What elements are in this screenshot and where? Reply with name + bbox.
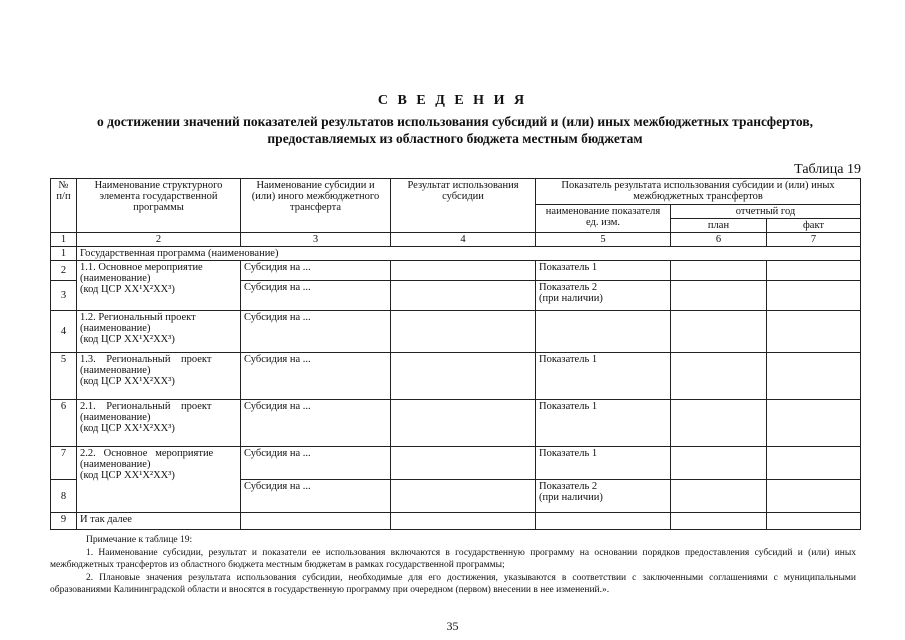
column-number: 3 — [241, 233, 391, 247]
subsidy-cell — [241, 513, 391, 530]
indicator-name: Показатель 2 — [539, 282, 598, 293]
fact-cell — [767, 311, 861, 353]
header-result: Результат использования субсидии — [391, 179, 536, 233]
document-title: С В Е Д Е Н И Я — [377, 93, 528, 108]
column-numbers-row — [51, 233, 861, 247]
result-cell — [391, 281, 536, 311]
row-number: 6 — [51, 400, 77, 447]
header-indicator-name: наименование показателя ед. изм. — [536, 205, 671, 233]
row-number: 1 — [51, 247, 77, 261]
document-subtitle — [40, 113, 870, 147]
element-title: 1.3. Региональный проект — [80, 354, 212, 365]
row-number: 8 — [51, 480, 77, 513]
plan-cell — [671, 480, 767, 513]
element-title: 2.1. Региональный проект — [80, 401, 212, 412]
notes-heading: Примечание к таблице 19: — [86, 535, 193, 545]
indicator-cell — [536, 513, 671, 530]
header-element: Наименование структурного элемента государственной программы — [77, 179, 241, 233]
element-code: (код ЦСР ХХ¹Х²ХХ³) — [80, 470, 175, 481]
plan-cell — [671, 281, 767, 311]
header-row — [51, 179, 861, 205]
row-number: 7 — [51, 447, 77, 480]
indicator-note: (при наличии) — [539, 492, 603, 503]
subsidy-cell: Субсидия на ... — [241, 281, 391, 311]
fact-cell — [767, 400, 861, 447]
plan-cell — [671, 400, 767, 447]
structural-element: И так далее — [77, 513, 241, 530]
element-code: (код ЦСР ХХ¹Х²ХХ³) — [80, 376, 175, 387]
element-name: (наименование) — [80, 323, 151, 334]
indicators-table — [50, 178, 861, 530]
plan-cell — [671, 261, 767, 281]
structural-element — [77, 400, 241, 447]
fact-cell — [767, 513, 861, 530]
result-cell — [391, 480, 536, 513]
structural-element — [77, 261, 241, 311]
row-number: 3 — [51, 281, 77, 311]
result-cell — [391, 513, 536, 530]
structural-element — [77, 353, 241, 400]
header-reporting-year: отчетный год — [671, 205, 861, 219]
fact-cell — [767, 281, 861, 311]
column-number: 2 — [77, 233, 241, 247]
header-plan: план — [671, 219, 767, 233]
table-row — [51, 353, 861, 400]
indicator-cell: Показатель 1 — [536, 447, 671, 480]
header-indicator-group: Показатель результата использования субсидии и (или) иных межбюджетных трансфертов — [536, 179, 861, 205]
note-2: 2. Плановые значения результата использования субсидии, необходимые для его достижения, указываются в соответствии с заключенными соглашениями с муниципальными образованиями Калининградской области и вносятся в государственную программу при очередном (первом) внесении в нее изменений.». — [50, 572, 856, 595]
element-code: (код ЦСР ХХ¹Х²ХХ³) — [80, 423, 175, 434]
column-number: 5 — [536, 233, 671, 247]
element-code: (код ЦСР ХХ¹Х²ХХ³) — [80, 284, 175, 295]
element-title: 1.1. Основное мероприятие — [80, 262, 203, 273]
element-name: (наименование) — [80, 412, 151, 423]
element-name: (наименование) — [80, 459, 151, 470]
fact-cell — [767, 261, 861, 281]
indicator-cell — [536, 480, 671, 513]
element-code: (код ЦСР ХХ¹Х²ХХ³) — [80, 334, 175, 345]
indicator-cell: Показатель 1 — [536, 353, 671, 400]
row-number: 2 — [51, 261, 77, 281]
column-number: 6 — [671, 233, 767, 247]
subsidy-cell: Субсидия на ... — [241, 400, 391, 447]
table-row — [51, 400, 861, 447]
table-row — [51, 261, 861, 281]
indicator-name: Показатель 2 — [539, 481, 598, 492]
indicator-note: (при наличии) — [539, 293, 603, 304]
fact-cell — [767, 353, 861, 400]
row-number: 9 — [51, 513, 77, 530]
table-row — [51, 513, 861, 530]
element-title: 1.2. Региональный проект — [80, 312, 196, 323]
header-fact: факт — [767, 219, 861, 233]
table-label: Таблица 19 — [794, 162, 861, 177]
header-num: № п/п — [51, 179, 77, 233]
result-cell — [391, 400, 536, 447]
element-title: 2.2. Основное мероприятие — [80, 448, 214, 459]
row-number: 5 — [51, 353, 77, 400]
column-number: 7 — [767, 233, 861, 247]
result-cell — [391, 261, 536, 281]
structural-element — [77, 311, 241, 353]
table-notes — [50, 534, 856, 597]
indicator-cell — [536, 281, 671, 311]
result-cell — [391, 447, 536, 480]
row-number: 4 — [51, 311, 77, 353]
subtitle-line-1: о достижении значений показателей результатов использования субсидий и (или) иных межбюджетных трансфертов, — [96, 114, 813, 129]
plan-cell — [671, 513, 767, 530]
table-row — [51, 447, 861, 480]
structural-element — [77, 447, 241, 513]
fact-cell — [767, 480, 861, 513]
note-1: 1. Наименование субсидии, результат и показатели ее использования включаются в государственную программу на основании порядков предоставления субсидий и (или) иных межбюджетных трансфертов из областного бюджета местным бюджетам в рамках государственной программы; — [50, 547, 856, 570]
header-subsidy: Наименование субсидии и (или) иного межбюджетного трансферта — [241, 179, 391, 233]
subsidy-cell: Субсидия на ... — [241, 447, 391, 480]
indicator-cell — [536, 311, 671, 353]
subsidy-cell: Субсидия на ... — [241, 480, 391, 513]
plan-cell — [671, 447, 767, 480]
table-row — [51, 311, 861, 353]
plan-cell — [671, 311, 767, 353]
program-name: Государственная программа (наименование) — [77, 247, 861, 261]
subsidy-cell: Субсидия на ... — [241, 311, 391, 353]
table-row — [51, 247, 861, 261]
column-number: 4 — [391, 233, 536, 247]
result-cell — [391, 311, 536, 353]
plan-cell — [671, 353, 767, 400]
fact-cell — [767, 447, 861, 480]
result-cell — [391, 353, 536, 400]
element-name: (наименование) — [80, 273, 151, 284]
subsidy-cell: Субсидия на ... — [241, 261, 391, 281]
indicator-cell: Показатель 1 — [536, 400, 671, 447]
page-number: 35 — [446, 619, 459, 633]
element-name: (наименование) — [80, 365, 151, 376]
indicator-cell: Показатель 1 — [536, 261, 671, 281]
subtitle-line-2: предоставляемых из областного бюджета местным бюджетам — [267, 131, 643, 146]
column-number: 1 — [51, 233, 77, 247]
subsidy-cell: Субсидия на ... — [241, 353, 391, 400]
